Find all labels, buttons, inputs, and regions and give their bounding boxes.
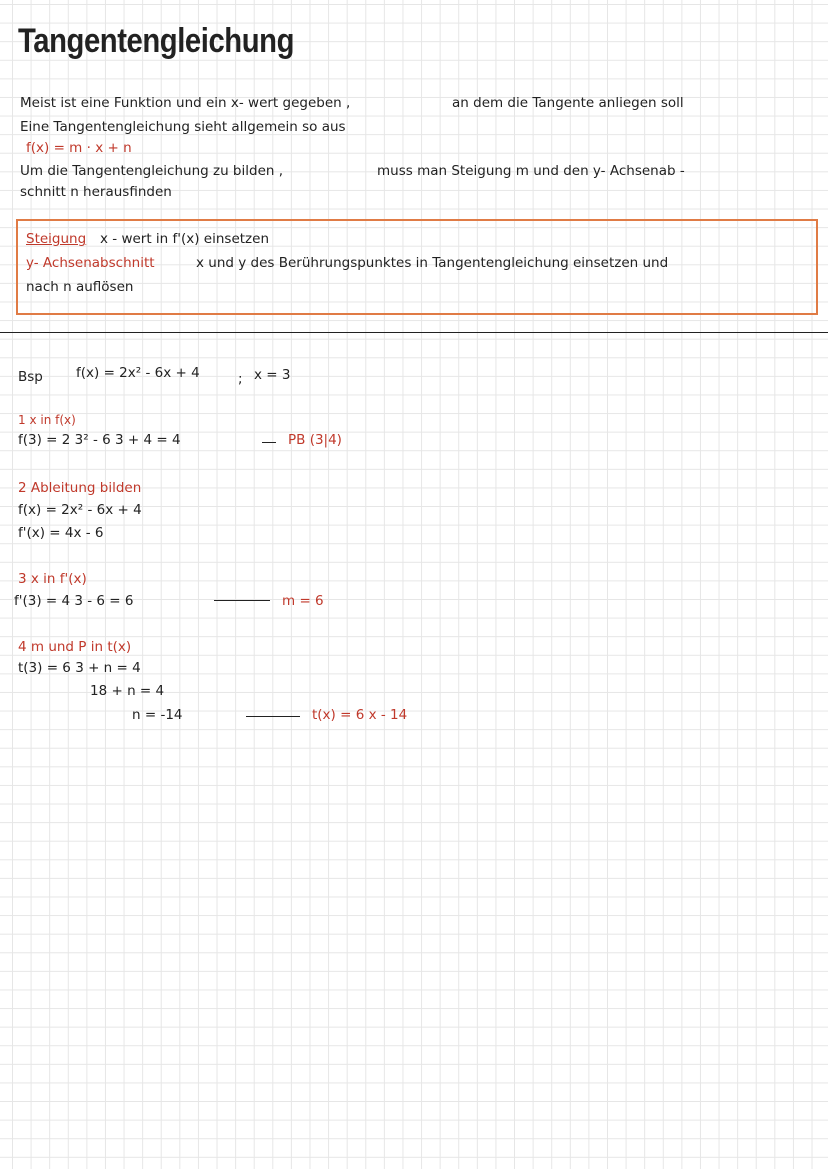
box-achsen-label: y- Achsenabschnitt: [26, 255, 155, 271]
intro-line-3b: muss man Steigung m und den y- Achsenab -: [377, 163, 685, 179]
step-3-heading: 3 x in f'(x): [18, 571, 87, 587]
example-x-value: x = 3: [254, 367, 291, 383]
step-4-line-2: 18 + n = 4: [90, 683, 165, 699]
step-1-calc: f(3) = 2 3² - 6 3 + 4 = 4: [18, 432, 181, 448]
box-steigung-label: Steigung: [26, 231, 87, 247]
step-1-result: PB (3|4): [288, 432, 342, 448]
box-achsen-text-2: nach n auflösen: [26, 279, 134, 295]
intro-line-3a: Um die Tangentengleichung zu bilden ,: [20, 163, 284, 179]
example-function: f(x) = 2x² - 6x + 4: [76, 365, 200, 381]
step-3-calc: f'(3) = 4 3 - 6 = 6: [14, 593, 134, 609]
intro-line-2: Eine Tangentengleichung sieht allgemein so aus: [20, 119, 346, 135]
box-steigung-text: x - wert in f'(x) einsetzen: [100, 231, 269, 247]
arrow-line: [246, 716, 300, 717]
step-1-heading: 1 x in f(x): [18, 413, 76, 427]
step-2-heading: 2 Ableitung bilden: [18, 480, 142, 496]
step-2-line-1: f(x) = 2x² - 6x + 4: [18, 502, 142, 518]
general-formula: f(x) = m · x + n: [26, 140, 132, 156]
step-4-result: t(x) = 6 x - 14: [312, 707, 408, 723]
step-2-line-2: f'(x) = 4x - 6: [18, 525, 104, 541]
step-4-heading: 4 m und P in t(x): [18, 639, 132, 655]
step-4-line-1: t(3) = 6 3 + n = 4: [18, 660, 141, 676]
example-label: Bsp: [18, 369, 43, 385]
section-divider: [0, 332, 828, 333]
intro-line-1a: Meist ist eine Funktion und ein x- wert gegeben ,: [20, 95, 351, 111]
box-achsen-text: x und y des Berührungspunktes in Tangentengleichung einsetzen und: [196, 255, 669, 271]
step-3-result: m = 6: [282, 593, 324, 609]
intro-line-4: schnitt n herausfinden: [20, 184, 172, 200]
page-title: Tangentengleichung: [18, 22, 295, 60]
arrow-line: [214, 600, 270, 601]
example-separator: ;: [238, 371, 243, 387]
intro-line-1b: an dem die Tangente anliegen soll: [452, 95, 684, 111]
arrow-line: [262, 442, 276, 443]
step-4-line-3: n = -14: [132, 707, 183, 723]
